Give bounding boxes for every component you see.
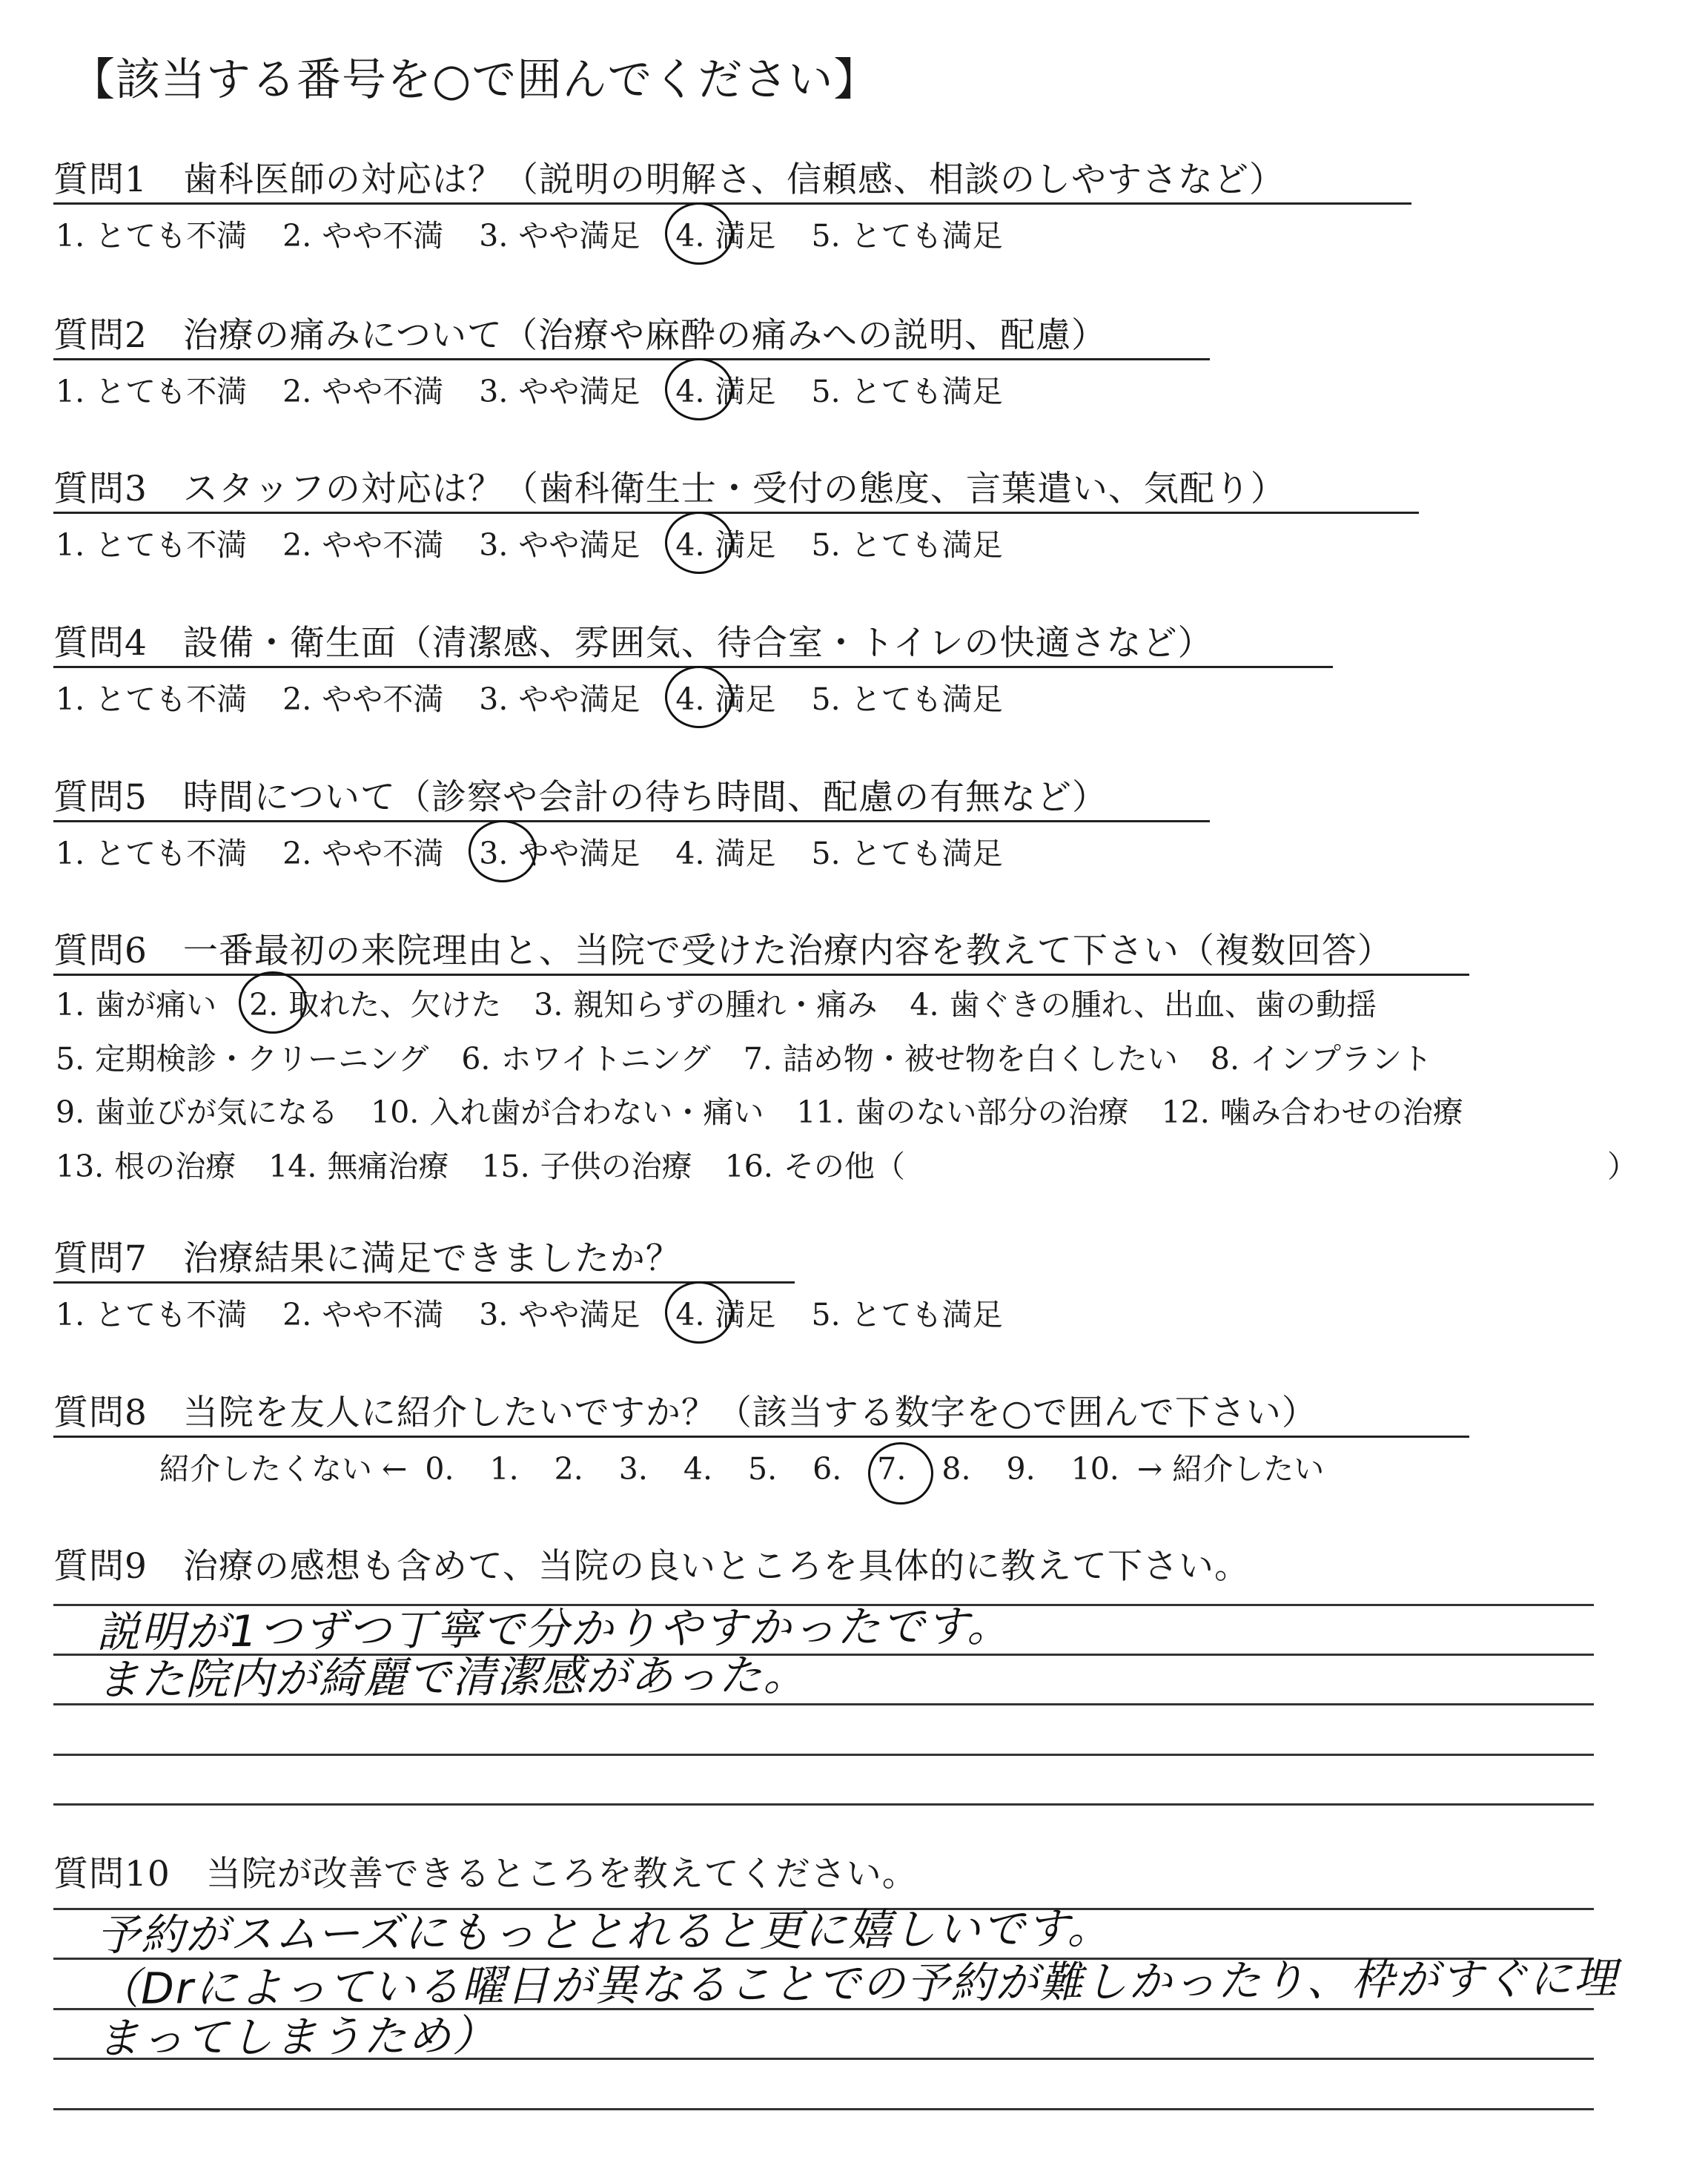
- option-label: とても不満: [95, 681, 248, 717]
- question-title: [53, 770, 1108, 819]
- option-label: やや満足: [518, 218, 640, 254]
- answer-option[interactable]: [268, 1142, 448, 1186]
- answer-option[interactable]: [56, 367, 247, 411]
- question-underline: [53, 202, 1411, 205]
- option-number: 9.: [56, 1094, 85, 1130]
- option-number: 16.: [724, 1149, 773, 1184]
- answer-rule: [53, 1803, 1594, 1806]
- option-label: 取れた、欠けた: [288, 987, 502, 1023]
- option-number: 3.: [479, 218, 509, 254]
- question-underline: [53, 820, 1210, 822]
- question-number: 質問2: [53, 315, 148, 356]
- option-label: とても満足: [850, 527, 1003, 563]
- option-label: とても満足: [850, 374, 1003, 409]
- question-text: 治療結果に満足できましたか？: [182, 1238, 681, 1279]
- question-text: 治療の感想も含めて、当院の良いところを具体的に教えて下さい。: [182, 1546, 1250, 1587]
- option-number: 2.: [249, 987, 279, 1023]
- option-number: 1.: [56, 527, 85, 563]
- option-number: 13.: [56, 1149, 105, 1184]
- option-label: 歯が痛い: [95, 987, 217, 1023]
- scale-value[interactable]: 5.: [748, 1451, 778, 1487]
- option-label: とても不満: [95, 374, 248, 409]
- question-underline: [53, 1281, 795, 1284]
- option-number: 12.: [1161, 1094, 1210, 1130]
- answer-option[interactable]: [796, 1088, 1128, 1132]
- answer-option[interactable]: [812, 829, 1003, 873]
- answer-option[interactable]: [282, 211, 443, 255]
- question-text: 治療の痛みについて（治療や麻酔の痛みへの説明、配慮）: [182, 315, 1108, 356]
- answer-option[interactable]: [479, 367, 640, 411]
- option-label: 入れ歯が合わない・痛い: [429, 1094, 764, 1130]
- option-number: 4.: [675, 836, 705, 871]
- question-number: 質問6: [53, 931, 148, 971]
- question-underline: [53, 358, 1210, 360]
- answer-option[interactable]: [725, 1142, 905, 1186]
- option-number: 4.: [675, 218, 705, 254]
- handwritten-answer: また院内が綺麗で清潔感があった。: [96, 1649, 808, 1705]
- answer-option[interactable]: [481, 1142, 692, 1186]
- option-label: とても不満: [95, 527, 248, 563]
- option-label: やや満足: [518, 681, 640, 717]
- answer-option[interactable]: [282, 675, 443, 719]
- option-label: 定期検診・クリーニング: [95, 1041, 429, 1077]
- option-label: 親知らずの腫れ・痛み: [573, 987, 878, 1023]
- option-number: 10.: [371, 1094, 420, 1130]
- option-number: 4.: [675, 374, 705, 409]
- option-label: 噛み合わせの治療: [1219, 1094, 1463, 1130]
- answer-option[interactable]: [910, 980, 1377, 1024]
- option-number: 5.: [811, 527, 841, 563]
- answer-option[interactable]: [675, 829, 775, 873]
- answer-options: [56, 211, 1039, 255]
- answer-option-selected[interactable]: [675, 1290, 775, 1334]
- option-label: 無痛治療: [327, 1149, 449, 1184]
- answer-option[interactable]: [479, 675, 640, 719]
- option-number: 5.: [811, 681, 841, 717]
- handwritten-answer: まってしまうため）: [96, 2010, 497, 2064]
- question-text: 当院を友人に紹介したいですか？（該当する数字を○で囲んで下さい）: [182, 1393, 1317, 1433]
- question-number: 質問9: [53, 1546, 148, 1587]
- answer-option[interactable]: [56, 1142, 236, 1186]
- other-close-paren: ）: [1607, 1149, 1638, 1184]
- option-number: 1.: [56, 681, 85, 717]
- scale-value[interactable]: 10.: [1070, 1451, 1119, 1487]
- answer-option[interactable]: [56, 1290, 247, 1334]
- option-label: やや不満: [322, 374, 444, 409]
- answer-option[interactable]: [461, 1034, 710, 1078]
- option-label: とても満足: [850, 836, 1003, 871]
- option-label: 詰め物・被せ物を白くしたい: [782, 1041, 1178, 1077]
- multi-option-row: [56, 980, 1409, 1024]
- answer-option[interactable]: [282, 1290, 443, 1334]
- option-number: 1.: [56, 836, 85, 871]
- answer-option[interactable]: [1162, 1088, 1463, 1132]
- answer-option[interactable]: [479, 521, 640, 564]
- option-label: 歯並びが気になる: [95, 1094, 339, 1130]
- answer-option[interactable]: [479, 1290, 640, 1334]
- option-label: やや不満: [322, 836, 444, 871]
- handwritten-answer: （Drによっている曜日が異なることでの予約が難しかったり、枠がすぐに埋: [96, 1952, 1618, 2015]
- question-text: 歯科医師の対応は？（説明の明解さ、信頼感、相談のしやすさなど）: [182, 159, 1285, 200]
- scale-value[interactable]: 9.: [1006, 1451, 1036, 1487]
- option-number: 15.: [481, 1149, 530, 1184]
- answer-options: [56, 1290, 1039, 1334]
- option-label: とても不満: [95, 836, 248, 871]
- answer-option-selected[interactable]: [479, 829, 640, 873]
- option-number: 3.: [534, 987, 563, 1023]
- option-number: 4.: [675, 681, 705, 717]
- answer-option[interactable]: [56, 1088, 338, 1132]
- question-text: スタッフの対応は？（歯科衛生士・受付の態度、言葉遣い、気配り）: [182, 469, 1286, 509]
- option-label: とても不満: [95, 218, 248, 254]
- answer-option[interactable]: [479, 211, 640, 255]
- option-number: 7.: [743, 1041, 772, 1077]
- option-label: 満足: [715, 836, 776, 871]
- scale-value[interactable]: 8.: [941, 1451, 971, 1487]
- answer-option[interactable]: [812, 521, 1003, 564]
- question-underline: [53, 512, 1419, 514]
- answer-option[interactable]: [56, 521, 247, 564]
- option-number: 1.: [56, 374, 85, 409]
- option-number: 6.: [461, 1041, 491, 1077]
- scale-left-label: 紹介したくない ←: [159, 1451, 408, 1487]
- answer-option[interactable]: [1211, 1034, 1432, 1078]
- option-label: 満足: [715, 218, 776, 254]
- option-label: 満足: [715, 527, 776, 563]
- option-label: やや不満: [322, 1297, 444, 1332]
- handwritten-answer: 説明が1つずつ丁寧で分かりやすかったです。: [96, 1600, 1012, 1658]
- option-number: 3.: [479, 836, 509, 871]
- answer-option[interactable]: [812, 367, 1003, 411]
- option-label: ホワイトニング: [500, 1041, 711, 1077]
- answer-option-selected[interactable]: [675, 521, 775, 564]
- option-label: とても満足: [850, 681, 1003, 717]
- option-label: 歯のない部分の治療: [855, 1094, 1129, 1130]
- question-number: 質問7: [53, 1238, 148, 1279]
- option-label: とても不満: [95, 1297, 248, 1332]
- option-label: やや不満: [322, 218, 444, 254]
- question-text: 時間について（診察や会計の待ち時間、配慮の有無など）: [182, 777, 1108, 818]
- answer-options: [56, 521, 1039, 564]
- answer-options: [56, 829, 1039, 873]
- scale-value[interactable]: 3.: [618, 1451, 648, 1487]
- multi-option-row: [56, 1142, 938, 1186]
- question-number: 質問4: [53, 623, 148, 664]
- option-number: 5.: [811, 374, 841, 409]
- answer-option[interactable]: [812, 675, 1003, 719]
- option-number: 3.: [479, 527, 509, 563]
- option-label: やや不満: [322, 681, 444, 717]
- option-label: 子供の治療: [540, 1149, 692, 1184]
- question-title: [53, 1231, 681, 1281]
- option-number: 3.: [479, 681, 509, 717]
- option-label: 満足: [715, 374, 776, 409]
- option-number: 14.: [268, 1149, 317, 1184]
- multi-option-row: [56, 1088, 1496, 1132]
- question-text: 一番最初の来院理由と、当院で受けた治療内容を教えて下さい（複数回答）: [182, 931, 1393, 971]
- scale-value[interactable]: 1.: [489, 1451, 519, 1487]
- answer-option-selected[interactable]: [675, 367, 775, 411]
- option-label: やや満足: [518, 836, 640, 871]
- option-number: 2.: [282, 527, 312, 563]
- answer-option[interactable]: [812, 211, 1003, 255]
- question-number: 質問5: [53, 777, 148, 818]
- option-label: 満足: [715, 681, 776, 717]
- answer-option[interactable]: [56, 980, 216, 1024]
- option-number: 3.: [479, 374, 509, 409]
- option-label: やや満足: [518, 527, 640, 563]
- option-number: 1.: [56, 987, 85, 1023]
- option-number: 5.: [811, 836, 841, 871]
- option-label: インプラント: [1250, 1041, 1432, 1077]
- option-number: 4.: [675, 527, 705, 563]
- option-number: 8.: [1210, 1041, 1239, 1077]
- option-number: 1.: [56, 218, 85, 254]
- question-title: [53, 308, 1107, 357]
- option-number: 2.: [282, 681, 312, 717]
- answer-option-selected[interactable]: [675, 211, 775, 255]
- answer-option[interactable]: [56, 1034, 428, 1078]
- option-label: 歯ぐきの腫れ、出血、歯の動揺: [949, 987, 1377, 1023]
- answer-option[interactable]: [56, 211, 247, 255]
- question-number: 質問1: [53, 159, 148, 200]
- option-number: 4.: [910, 987, 939, 1023]
- answer-rule: [53, 1754, 1594, 1756]
- option-number: 1.: [56, 1297, 85, 1332]
- multi-option-row: [56, 1034, 1465, 1078]
- option-label: 満足: [715, 1297, 776, 1332]
- option-number: 5.: [811, 1297, 841, 1332]
- question-number: 質問3: [53, 469, 148, 509]
- answer-option-selected[interactable]: [249, 980, 501, 1024]
- question-title: [53, 1385, 1317, 1435]
- handwritten-answer: 予約がスムーズにもっととれると更に嬉しいです。: [96, 1903, 1112, 1961]
- question-title: [53, 152, 1285, 202]
- question-number: 質問10: [53, 1854, 171, 1895]
- scale-right-label: → 紹介したい: [1136, 1451, 1325, 1487]
- question-title: [53, 1539, 1250, 1588]
- option-label: 根の治療: [114, 1149, 236, 1184]
- question-underline: [53, 1436, 1469, 1438]
- answer-option[interactable]: [371, 1088, 764, 1132]
- option-number: 2.: [282, 218, 312, 254]
- answer-options: [56, 675, 1039, 719]
- question-title: [53, 923, 1393, 973]
- question-text: 設備・衛生面（清潔感、雰囲気、待合室・トイレの快適さなど）: [182, 623, 1214, 664]
- option-label: その他（: [783, 1149, 905, 1184]
- answer-option[interactable]: [282, 367, 443, 411]
- question-title: [53, 461, 1286, 511]
- option-number: 2.: [282, 836, 312, 871]
- option-number: 3.: [479, 1297, 509, 1332]
- option-number: 4.: [675, 1297, 705, 1332]
- scale-value[interactable]: 0.: [425, 1451, 454, 1487]
- answer-option[interactable]: [282, 829, 443, 873]
- option-number: 2.: [282, 1297, 312, 1332]
- answer-option[interactable]: [744, 1034, 1178, 1078]
- answer-option[interactable]: [534, 980, 877, 1024]
- scale-value[interactable]: 2.: [554, 1451, 583, 1487]
- option-number: 11.: [796, 1094, 845, 1130]
- question-number: 質問8: [53, 1393, 148, 1433]
- answer-options: [56, 367, 1039, 411]
- answer-option[interactable]: [56, 829, 247, 873]
- scale-value[interactable]: 6.: [812, 1451, 842, 1487]
- option-number: 5.: [56, 1041, 85, 1077]
- instruction-header: 【該当する番号を○で囲んでください】: [70, 54, 879, 106]
- scale-value[interactable]: 4.: [683, 1451, 713, 1487]
- answer-option-selected[interactable]: [675, 675, 775, 719]
- answer-option[interactable]: [56, 675, 247, 719]
- question-title: [53, 615, 1214, 665]
- scale-value-selected[interactable]: 7.: [877, 1451, 907, 1487]
- answer-option[interactable]: [282, 521, 443, 564]
- answer-option[interactable]: [812, 1290, 1003, 1334]
- option-label: とても満足: [850, 218, 1003, 254]
- option-number: 5.: [811, 218, 841, 254]
- option-label: やや満足: [518, 374, 640, 409]
- option-number: 2.: [282, 374, 312, 409]
- question-text: 当院が改善できるところを教えてください。: [205, 1854, 918, 1895]
- recommend-scale: [159, 1444, 1324, 1488]
- question-title: [53, 1846, 918, 1896]
- option-label: やや不満: [322, 527, 444, 563]
- option-label: やや満足: [518, 1297, 640, 1332]
- option-label: とても満足: [850, 1297, 1003, 1332]
- answer-rule: [53, 2108, 1594, 2110]
